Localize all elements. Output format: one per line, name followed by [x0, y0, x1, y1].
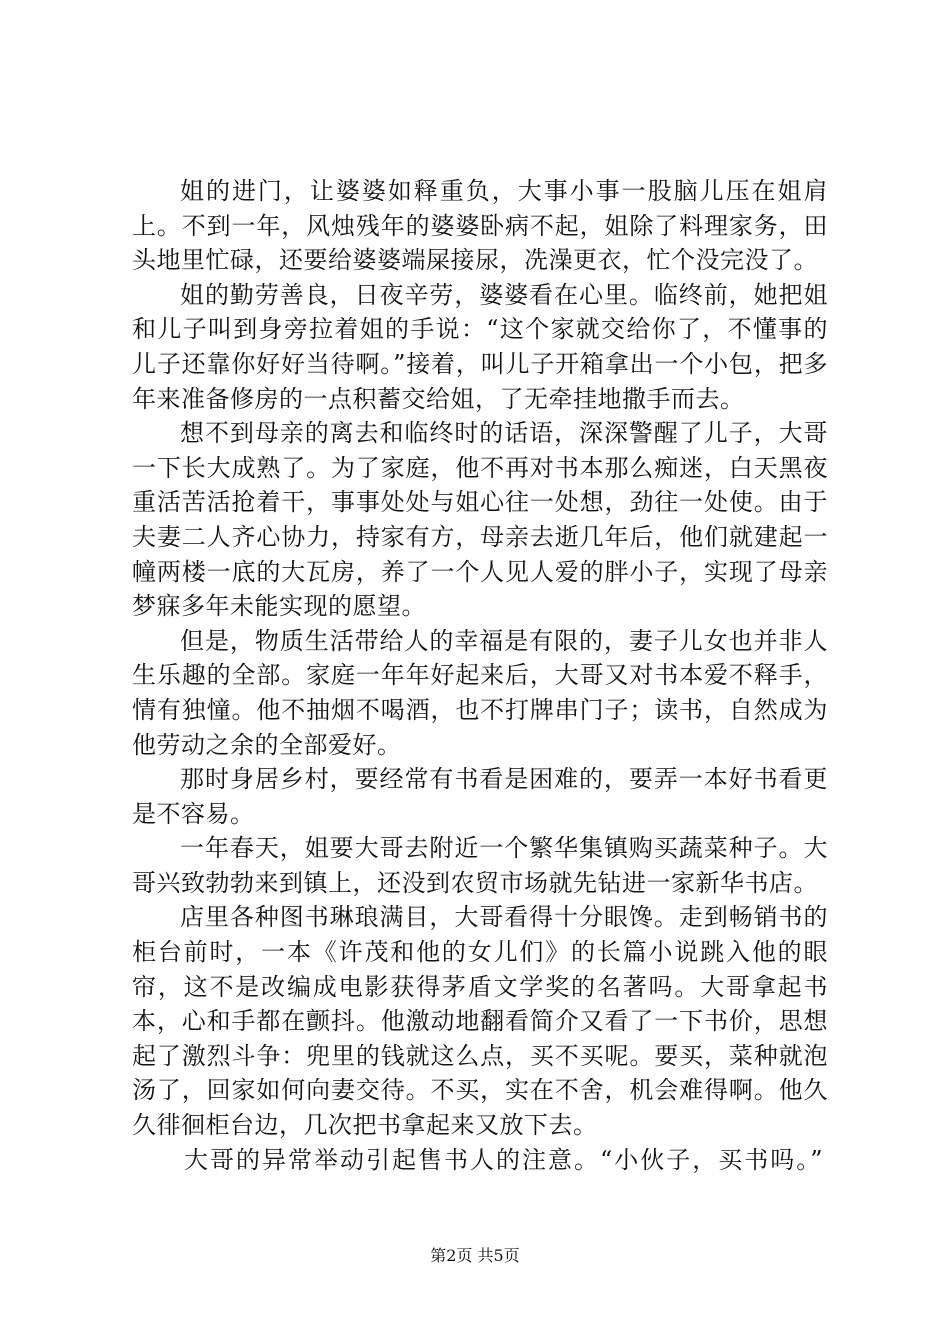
paragraph-8: 大哥的异常举动引起售书人的注意。“小伙子，买书吗。”	[184, 1145, 825, 1174]
paragraph-2: 姐的勤劳善良，日夜辛劳，婆婆看在心里。临终前，她把姐和儿子叫到身旁拉着姐的手说：“这个家就交给你了，不懂事的儿子还靠你好好当待啊。”接着，叫儿子开箱拿出一个小包，把多年来准备修房的一点积蓄交给姐，了无牵挂地撒手而去。	[132, 280, 828, 413]
paragraph-7: 店里各种图书琳琅满目，大哥看得十分眼馋。走到畅销书的柜台前时，一本《许茂和他的女儿们》的长篇小说跳入他的眼帘，这不是改编成电影获得茅盾文学奖的名著吗。大哥拿起书本，心和手都在颤抖。他激动地翻看简介又看了一下书价，思想起了激烈斗争：兜里的钱就这么点，买不买呢。要买，菜种就泡汤了，回家如何向妻交待。不买，实在不舍，机会难得啊。他久久徘徊柜台边，几次把书拿起来又放下去。	[132, 903, 828, 1140]
paragraph-6: 一年春天，姐要大哥去附近一个繁华集镇购买蔬菜种子。大哥兴致勃勃来到镇上，还没到农贸市场就先钻进一家新华书店。	[132, 834, 828, 897]
paragraph-5: 那时身居乡村，要经常有书看是困难的，要弄一本好书看更是不容易。	[132, 765, 828, 828]
page-number-footer: 第2页 共5页	[430, 1246, 520, 1265]
paragraph-4: 但是，物质生活带给人的幸福是有限的，妻子儿女也并非人生乐趣的全部。家庭一年年好起来后，大哥又对书本爱不释手，情有独憧。他不抽烟不喝酒，也不打牌串门子；读书，自然成为他劳动之余的全部爱好。	[132, 626, 828, 759]
document-body	[132, 174, 828, 1177]
paragraph-3: 想不到母亲的离去和临终时的话语，深深警醒了儿子，大哥一下长大成熟了。为了家庭，他不再对书本那么痴迷，白天黑夜重活苦活抢着干，事事处处与姐心往一处想，劲往一处使。由于夫妻二人齐心协力，持家有方，母亲去逝几年后，他们就建起一幢两楼一底的大瓦房，养了一个人见人爱的胖小子，实现了母亲梦寐多年未能实现的愿望。	[132, 419, 828, 621]
paragraph-1: 姐的进门，让婆婆如释重负，大事小事一股脑儿压在姐肩上。不到一年，风烛残年的婆婆卧病不起，姐除了料理家务，田头地里忙碌，还要给婆婆端屎接尿，冼澡更衣，忙个没完没了。	[132, 177, 828, 275]
